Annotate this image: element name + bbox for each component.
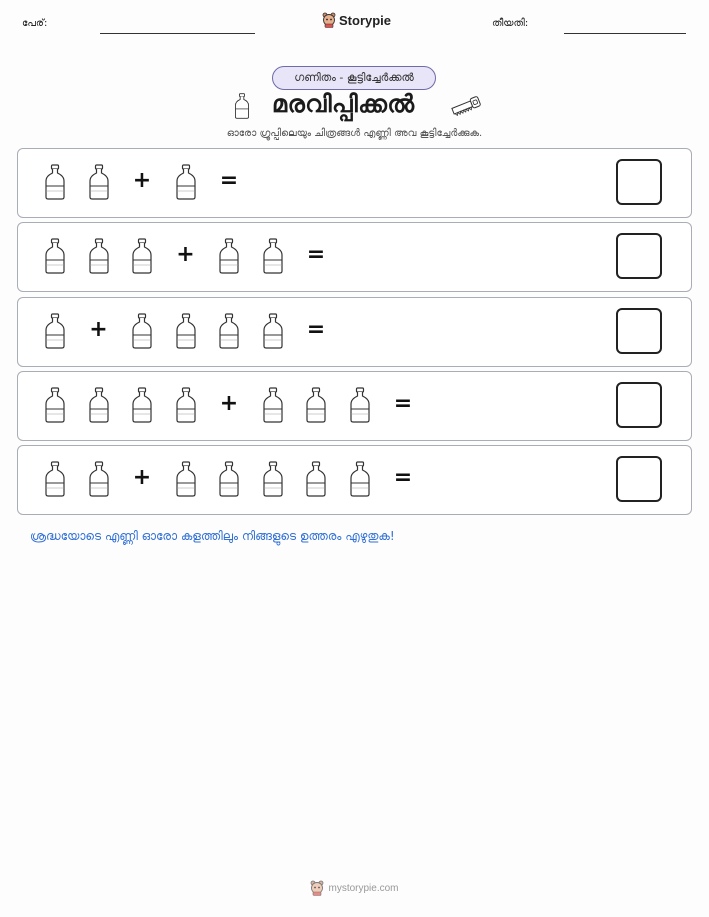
storypie-mascot-icon [310, 880, 324, 896]
bottle-icon [131, 238, 153, 274]
problem-row [17, 222, 692, 292]
brand-name: Storypie [339, 12, 392, 28]
plus-sign: + [132, 168, 152, 193]
bottle-icon [44, 387, 66, 423]
bottle-icon [262, 387, 284, 423]
page-title: മരവിപ്പിക്കൽ [272, 90, 415, 118]
footer [0, 880, 709, 896]
bottle-icon [44, 164, 66, 200]
answer-box[interactable] [616, 382, 662, 428]
equals-sign: = [306, 317, 326, 342]
footer-url: mystorypie.com [328, 882, 399, 894]
bottle-icon [175, 461, 197, 497]
plus-sign: + [176, 242, 195, 267]
instruction-text: ഓരോ ഗ്രൂപ്പിലെയും ചിത്രങ്ങൾ എണ്ണി അവ കൂട്ടിച്ചേർക്കുക. [226, 128, 483, 139]
equals-sign: = [306, 242, 326, 267]
bottle-icon [305, 387, 327, 423]
bottle-icon [218, 461, 240, 497]
title-row [0, 90, 709, 124]
equals-sign: = [393, 391, 413, 416]
brand-logo [322, 12, 391, 28]
bottle-icon [88, 461, 110, 497]
equals-sign: = [393, 465, 413, 490]
bottle-icon [262, 461, 284, 497]
bottle-icon [44, 461, 66, 497]
problem-row [17, 148, 692, 218]
bottle-icon [88, 164, 110, 200]
answer-box[interactable] [616, 456, 662, 502]
bottle-icon [262, 313, 284, 349]
bottle-icon [349, 461, 371, 497]
bottle-icon [88, 387, 110, 423]
bottle-icon [44, 313, 66, 349]
bottle-icon [44, 238, 66, 274]
plus-sign: + [89, 317, 108, 342]
bottle-icon [175, 164, 197, 200]
bottle-icon [234, 92, 250, 120]
bottle-icon [175, 387, 197, 423]
instruction-note: ശ്രദ്ധയോടെ എണ്ണി ഓരോ കളത്തിലും നിങ്ങളുടെ ഉത്തരം എഴുതുക! [30, 529, 395, 543]
answer-box[interactable] [616, 159, 662, 205]
date-label: തീയതി: [492, 18, 529, 29]
storypie-mascot-icon [322, 12, 336, 28]
topic-badge: ഗണിതം - കൂട്ടിച്ചേർക്കൽ [272, 66, 436, 90]
plus-sign: + [132, 465, 152, 490]
bottle-icon [88, 238, 110, 274]
bottle-icon [349, 387, 371, 423]
problem-row [17, 297, 692, 367]
bottle-icon [131, 387, 153, 423]
bottle-icon [131, 313, 153, 349]
bottle-icon [218, 238, 240, 274]
equals-sign: = [219, 168, 239, 193]
problem-row [17, 371, 692, 441]
date-field[interactable] [564, 33, 686, 34]
answer-box[interactable] [616, 233, 662, 279]
answer-box[interactable] [616, 308, 662, 354]
name-field[interactable] [100, 33, 255, 34]
problem-row [17, 445, 692, 515]
bottle-icon [305, 461, 327, 497]
plus-sign: + [219, 391, 239, 416]
bottle-icon [262, 238, 284, 274]
bottle-icon [218, 313, 240, 349]
bottle-icon [175, 313, 197, 349]
name-label: പേര്: [22, 18, 48, 29]
saw-icon [450, 96, 482, 116]
